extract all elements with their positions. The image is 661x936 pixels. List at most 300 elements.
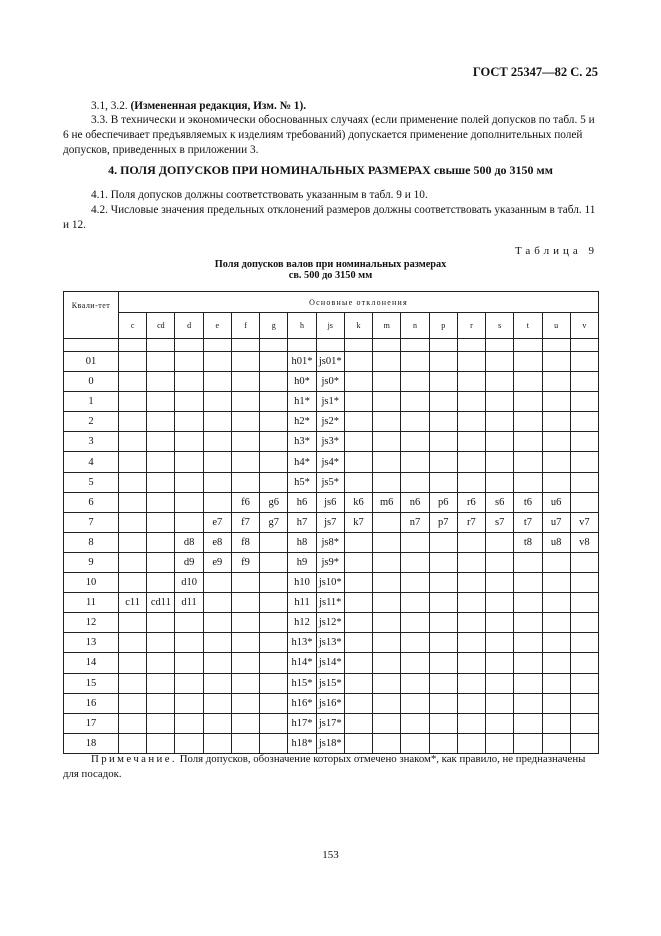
tolerance-cell <box>203 432 231 452</box>
tolerance-cell <box>457 653 485 673</box>
tolerance-cell <box>514 472 542 492</box>
tolerance-cell: c11 <box>119 593 147 613</box>
tolerance-cell <box>486 452 514 472</box>
tolerance-cell <box>486 412 514 432</box>
tolerance-cell <box>514 432 542 452</box>
deviation-header-js: js <box>316 313 344 339</box>
note-label: Примечание. <box>91 753 177 765</box>
tolerance-cell <box>486 573 514 593</box>
tolerance-cell <box>231 593 259 613</box>
tolerance-cell <box>119 573 147 593</box>
tolerance-cell: js16* <box>316 693 344 713</box>
tolerance-cell <box>203 372 231 392</box>
tolerance-cell: p7 <box>429 512 457 532</box>
qualitet-cell: 5 <box>64 472 119 492</box>
tolerance-cell <box>486 673 514 693</box>
tolerance-cell: n6 <box>401 492 429 512</box>
tolerance-cell <box>570 352 598 372</box>
tolerance-cell <box>401 593 429 613</box>
spacer-cell <box>401 339 429 352</box>
tolerance-cell <box>175 653 203 673</box>
spacer-cell <box>570 339 598 352</box>
deviation-header-k: k <box>344 313 372 339</box>
table-body <box>64 339 599 754</box>
tolerance-cell <box>344 713 372 733</box>
tolerance-cell <box>147 512 175 532</box>
spacer-cell <box>344 339 372 352</box>
tolerance-cell <box>119 552 147 572</box>
tolerance-cell <box>429 673 457 693</box>
deviation-letters-row <box>64 313 599 339</box>
tolerance-cell <box>570 633 598 653</box>
tolerance-cell: js9* <box>316 552 344 572</box>
paragraph-4-2: 4.2. Числовые значения предельных отклонений размеров должны соответствовать указанным в табл. 11 и 12. <box>63 204 596 231</box>
spacer-cell <box>429 339 457 352</box>
tolerance-cell <box>514 372 542 392</box>
table-row <box>64 573 599 593</box>
tolerance-cell <box>570 472 598 492</box>
tolerance-cell: d8 <box>175 532 203 552</box>
table-row <box>64 372 599 392</box>
tolerance-cell <box>429 573 457 593</box>
tolerance-cell <box>401 472 429 492</box>
tolerance-cell <box>373 532 401 552</box>
tolerance-cell <box>570 432 598 452</box>
tolerance-cell <box>457 452 485 472</box>
tolerance-cell <box>344 653 372 673</box>
tolerance-cell <box>570 452 598 472</box>
tolerance-cell <box>429 633 457 653</box>
tolerance-cell <box>260 372 288 392</box>
tolerance-cell: h5* <box>288 472 316 492</box>
tolerance-cell <box>570 552 598 572</box>
tolerance-cell: f9 <box>231 552 259 572</box>
tolerance-cell <box>373 552 401 572</box>
tolerance-cell <box>147 713 175 733</box>
paragraph-3-1-prefix: 3.1, 3.2. <box>91 100 131 112</box>
tolerance-cell <box>147 472 175 492</box>
tolerance-cell <box>514 593 542 613</box>
table-row <box>64 552 599 572</box>
amendment-note: (Измененная редакция, Изм. № 1). <box>130 100 307 112</box>
table-row <box>64 452 599 472</box>
tolerance-cell <box>570 573 598 593</box>
tolerance-cell <box>457 693 485 713</box>
tolerance-cell <box>231 733 259 753</box>
tolerance-cell <box>119 452 147 472</box>
tolerance-cell <box>231 372 259 392</box>
tolerance-cell <box>203 573 231 593</box>
tolerance-cell <box>514 633 542 653</box>
tolerance-cell: h3* <box>288 432 316 452</box>
qualitet-cell: 16 <box>64 693 119 713</box>
tolerance-cell <box>260 613 288 633</box>
tolerance-cell: f6 <box>231 492 259 512</box>
tolerance-cell: g6 <box>260 492 288 512</box>
tolerance-cell: f8 <box>231 532 259 552</box>
tolerance-cell: h2* <box>288 412 316 432</box>
tolerance-cell: f7 <box>231 512 259 532</box>
deviation-header-p: p <box>429 313 457 339</box>
tolerance-cell <box>373 352 401 372</box>
tolerance-cell <box>401 432 429 452</box>
tolerance-cell <box>373 673 401 693</box>
tolerance-cell <box>203 673 231 693</box>
tolerance-cell <box>373 613 401 633</box>
tolerance-cell <box>457 392 485 412</box>
tolerance-cell <box>401 673 429 693</box>
table-row <box>64 673 599 693</box>
tolerance-cell: js10* <box>316 573 344 593</box>
tolerance-cell: d10 <box>175 573 203 593</box>
tolerance-cell <box>203 653 231 673</box>
tolerance-cell <box>147 392 175 412</box>
tolerance-cell <box>457 432 485 452</box>
tolerance-cell <box>260 472 288 492</box>
tolerance-cell <box>175 693 203 713</box>
deviation-header-u: u <box>542 313 570 339</box>
tolerance-cell <box>147 673 175 693</box>
tolerance-cell <box>486 593 514 613</box>
tolerance-cell <box>119 432 147 452</box>
tolerance-cell: h9 <box>288 552 316 572</box>
tolerance-cell <box>344 472 372 492</box>
table-row <box>64 713 599 733</box>
table-row <box>64 392 599 412</box>
tolerance-cell <box>119 512 147 532</box>
tolerance-cell <box>175 372 203 392</box>
tolerance-cell <box>147 613 175 633</box>
tolerance-cell <box>401 713 429 733</box>
tolerance-cell <box>231 653 259 673</box>
tolerance-cell <box>147 573 175 593</box>
tolerance-cell <box>429 713 457 733</box>
tolerance-cell <box>486 532 514 552</box>
tolerance-cell <box>203 693 231 713</box>
tolerance-cell <box>542 733 570 753</box>
tolerance-cell <box>119 372 147 392</box>
tolerance-cell <box>175 512 203 532</box>
tolerance-cell: h15* <box>288 673 316 693</box>
tolerance-cell <box>203 412 231 432</box>
tolerance-cell <box>373 372 401 392</box>
deviation-header-f: f <box>231 313 259 339</box>
tolerance-cell <box>203 733 231 753</box>
tolerance-cell: s7 <box>486 512 514 532</box>
tolerance-cell <box>175 432 203 452</box>
tolerance-cell <box>373 693 401 713</box>
tolerance-cell <box>344 372 372 392</box>
table-row <box>64 492 599 512</box>
qualitet-cell: 6 <box>64 492 119 512</box>
spacer-cell <box>486 339 514 352</box>
spacer-cell <box>203 339 231 352</box>
tolerance-cell: h16* <box>288 693 316 713</box>
tolerance-cell <box>429 392 457 412</box>
tolerance-cell <box>203 492 231 512</box>
tolerance-cell <box>260 532 288 552</box>
tolerance-cell: p6 <box>429 492 457 512</box>
table-row <box>64 593 599 613</box>
tolerance-cell: h6 <box>288 492 316 512</box>
tolerance-cell <box>203 633 231 653</box>
spacer-cell <box>64 339 119 352</box>
tolerance-cell <box>344 733 372 753</box>
table-caption-line-1: Поля допусков валов при номинальных размерах <box>214 259 447 270</box>
tolerance-cell <box>260 412 288 432</box>
tolerance-cell <box>542 673 570 693</box>
tolerance-cell <box>486 613 514 633</box>
table-row <box>64 613 599 633</box>
tolerance-cell <box>203 713 231 733</box>
tolerance-cell <box>401 352 429 372</box>
tolerance-cell <box>203 452 231 472</box>
tolerance-cell: d11 <box>175 593 203 613</box>
tolerance-cell <box>203 352 231 372</box>
tolerance-cell <box>231 693 259 713</box>
qualitet-cell: 10 <box>64 573 119 593</box>
tolerance-cell <box>260 653 288 673</box>
tolerance-cell <box>570 713 598 733</box>
tolerance-cell: h7 <box>288 512 316 532</box>
table-spacer-row <box>64 339 599 352</box>
table-row <box>64 412 599 432</box>
qualitet-cell: 1 <box>64 392 119 412</box>
tolerance-cell <box>119 472 147 492</box>
table-row <box>64 532 599 552</box>
spacer-cell <box>147 339 175 352</box>
tolerance-cell <box>260 452 288 472</box>
tolerance-cell <box>373 653 401 673</box>
tolerance-cell <box>514 713 542 733</box>
tolerance-cell <box>457 552 485 572</box>
tolerance-cell <box>175 392 203 412</box>
tolerance-cell <box>119 392 147 412</box>
tolerance-cell <box>429 412 457 432</box>
tolerance-cell <box>147 412 175 432</box>
tolerance-cell <box>401 573 429 593</box>
deviation-header-c: c <box>119 313 147 339</box>
tolerance-cell <box>570 693 598 713</box>
tolerance-cell <box>344 573 372 593</box>
tolerance-cell <box>344 412 372 432</box>
table-caption-line-2: св. 500 до 3150 мм <box>288 270 373 281</box>
tolerance-cell <box>486 392 514 412</box>
tolerance-cell <box>119 693 147 713</box>
tolerance-cell: h0* <box>288 372 316 392</box>
spacer-cell <box>288 339 316 352</box>
tolerance-cell: js13* <box>316 633 344 653</box>
tolerance-cell <box>542 613 570 633</box>
deviation-header-h: h <box>288 313 316 339</box>
tolerance-cell <box>119 352 147 372</box>
tolerance-cell <box>542 653 570 673</box>
tolerance-cell <box>457 593 485 613</box>
table-label: Таблица 9 <box>514 245 598 257</box>
tolerance-cell <box>542 352 570 372</box>
tolerance-cell <box>231 412 259 432</box>
tolerance-cell <box>401 552 429 572</box>
tolerance-cell: js3* <box>316 432 344 452</box>
qualitet-cell: 12 <box>64 613 119 633</box>
qualitet-cell: 3 <box>64 432 119 452</box>
table-row <box>64 432 599 452</box>
table-row <box>64 733 599 753</box>
table-caption <box>63 259 598 281</box>
tolerance-cell <box>514 392 542 412</box>
qualitet-cell: 18 <box>64 733 119 753</box>
qualitet-cell: 9 <box>64 552 119 572</box>
tolerance-cell: e8 <box>203 532 231 552</box>
tolerance-cell: js15* <box>316 673 344 693</box>
tolerance-cell <box>119 733 147 753</box>
tolerance-cell <box>401 532 429 552</box>
qualitet-cell: 11 <box>64 593 119 613</box>
table-row <box>64 512 599 532</box>
tolerance-cell <box>542 693 570 713</box>
tolerance-cell <box>147 432 175 452</box>
note-text: Поля допусков, обозначение которых отмечено знаком*, как правило, не предназначены для посадок. <box>63 753 586 780</box>
tolerance-cell: e9 <box>203 552 231 572</box>
tolerance-cell <box>260 633 288 653</box>
spacer-cell <box>260 339 288 352</box>
tolerance-cell <box>570 593 598 613</box>
deviation-header-t: t <box>514 313 542 339</box>
tolerance-cell: d9 <box>175 552 203 572</box>
tolerance-cell <box>429 693 457 713</box>
spacer-cell <box>514 339 542 352</box>
tolerance-cell <box>486 432 514 452</box>
tolerance-cell: js1* <box>316 392 344 412</box>
tolerance-cell <box>260 352 288 372</box>
deviation-header-v: v <box>570 313 598 339</box>
tolerance-cell <box>344 452 372 472</box>
tolerance-cell <box>119 653 147 673</box>
tolerance-cell: js14* <box>316 653 344 673</box>
tolerance-cell <box>486 633 514 653</box>
qualitet-cell: 2 <box>64 412 119 432</box>
tolerance-cell <box>542 593 570 613</box>
deviation-header-s: s <box>486 313 514 339</box>
tolerance-cell <box>486 693 514 713</box>
tolerance-cell <box>260 673 288 693</box>
tolerance-cell <box>457 412 485 432</box>
tolerance-cell <box>260 392 288 412</box>
tolerance-cell <box>542 573 570 593</box>
tolerance-cell <box>147 532 175 552</box>
tolerance-cell: h4* <box>288 452 316 472</box>
tolerance-cell: t6 <box>514 492 542 512</box>
tolerance-cell <box>175 633 203 653</box>
tolerance-cell: e7 <box>203 512 231 532</box>
tolerance-cell <box>231 352 259 372</box>
tolerance-cell <box>203 472 231 492</box>
tolerance-cell: js4* <box>316 452 344 472</box>
tolerance-cell <box>542 372 570 392</box>
tolerance-cell <box>401 392 429 412</box>
tolerance-cell <box>570 412 598 432</box>
tolerance-cell <box>514 613 542 633</box>
tolerance-cell <box>514 693 542 713</box>
tolerance-cell <box>429 532 457 552</box>
tolerance-cell: t7 <box>514 512 542 532</box>
tolerance-cell: n7 <box>401 512 429 532</box>
spacer-cell <box>373 339 401 352</box>
tolerance-cell <box>373 593 401 613</box>
tolerance-cell <box>260 733 288 753</box>
tolerance-cell <box>344 432 372 452</box>
tolerance-cell <box>147 653 175 673</box>
tolerance-cell <box>231 432 259 452</box>
table-row <box>64 693 599 713</box>
tolerance-cell <box>373 412 401 432</box>
tolerance-cell <box>514 653 542 673</box>
tolerance-cell <box>231 452 259 472</box>
tolerance-cell: u8 <box>542 532 570 552</box>
tolerance-cell <box>542 472 570 492</box>
tolerance-cell <box>401 653 429 673</box>
tolerance-cell: js8* <box>316 532 344 552</box>
tolerance-cell <box>231 673 259 693</box>
tolerance-cell <box>401 733 429 753</box>
tolerance-cell <box>401 693 429 713</box>
table-row <box>64 472 599 492</box>
tolerance-cell <box>429 593 457 613</box>
qualitet-cell: 01 <box>64 352 119 372</box>
tolerance-cell <box>401 613 429 633</box>
tolerance-cell <box>457 352 485 372</box>
tolerance-cell <box>119 613 147 633</box>
spacer-cell <box>231 339 259 352</box>
tolerance-cell <box>570 673 598 693</box>
tolerance-cell <box>401 633 429 653</box>
tolerance-cell <box>175 733 203 753</box>
tolerance-cell <box>373 573 401 593</box>
tolerance-cell <box>373 452 401 472</box>
tolerance-cell <box>147 552 175 572</box>
tolerance-cell <box>260 713 288 733</box>
tolerance-cell: js6 <box>316 492 344 512</box>
tolerance-cell <box>203 613 231 633</box>
tolerance-cell: js2* <box>316 412 344 432</box>
tolerance-cell <box>344 633 372 653</box>
qualitet-cell: 0 <box>64 372 119 392</box>
tolerance-cell <box>486 552 514 572</box>
tolerance-cell <box>514 573 542 593</box>
tolerance-cell: h17* <box>288 713 316 733</box>
spacer-cell <box>457 339 485 352</box>
tolerance-cell: g7 <box>260 512 288 532</box>
spacer-cell <box>542 339 570 352</box>
tolerance-cell <box>486 653 514 673</box>
tolerance-cell: h14* <box>288 653 316 673</box>
tolerance-cell <box>147 733 175 753</box>
tolerance-cell <box>486 372 514 392</box>
tolerance-cell: h01* <box>288 352 316 372</box>
tolerance-cell: k6 <box>344 492 372 512</box>
tolerance-cell <box>570 733 598 753</box>
tolerance-cell: cd11 <box>147 593 175 613</box>
deviation-header-r: r <box>457 313 485 339</box>
tolerance-cell <box>119 713 147 733</box>
tolerance-cell <box>175 452 203 472</box>
tolerance-cell <box>260 432 288 452</box>
tolerance-cell <box>344 532 372 552</box>
tolerance-cell <box>175 713 203 733</box>
tolerance-cell: r6 <box>457 492 485 512</box>
tolerance-cell <box>570 613 598 633</box>
tolerance-table <box>63 291 599 754</box>
